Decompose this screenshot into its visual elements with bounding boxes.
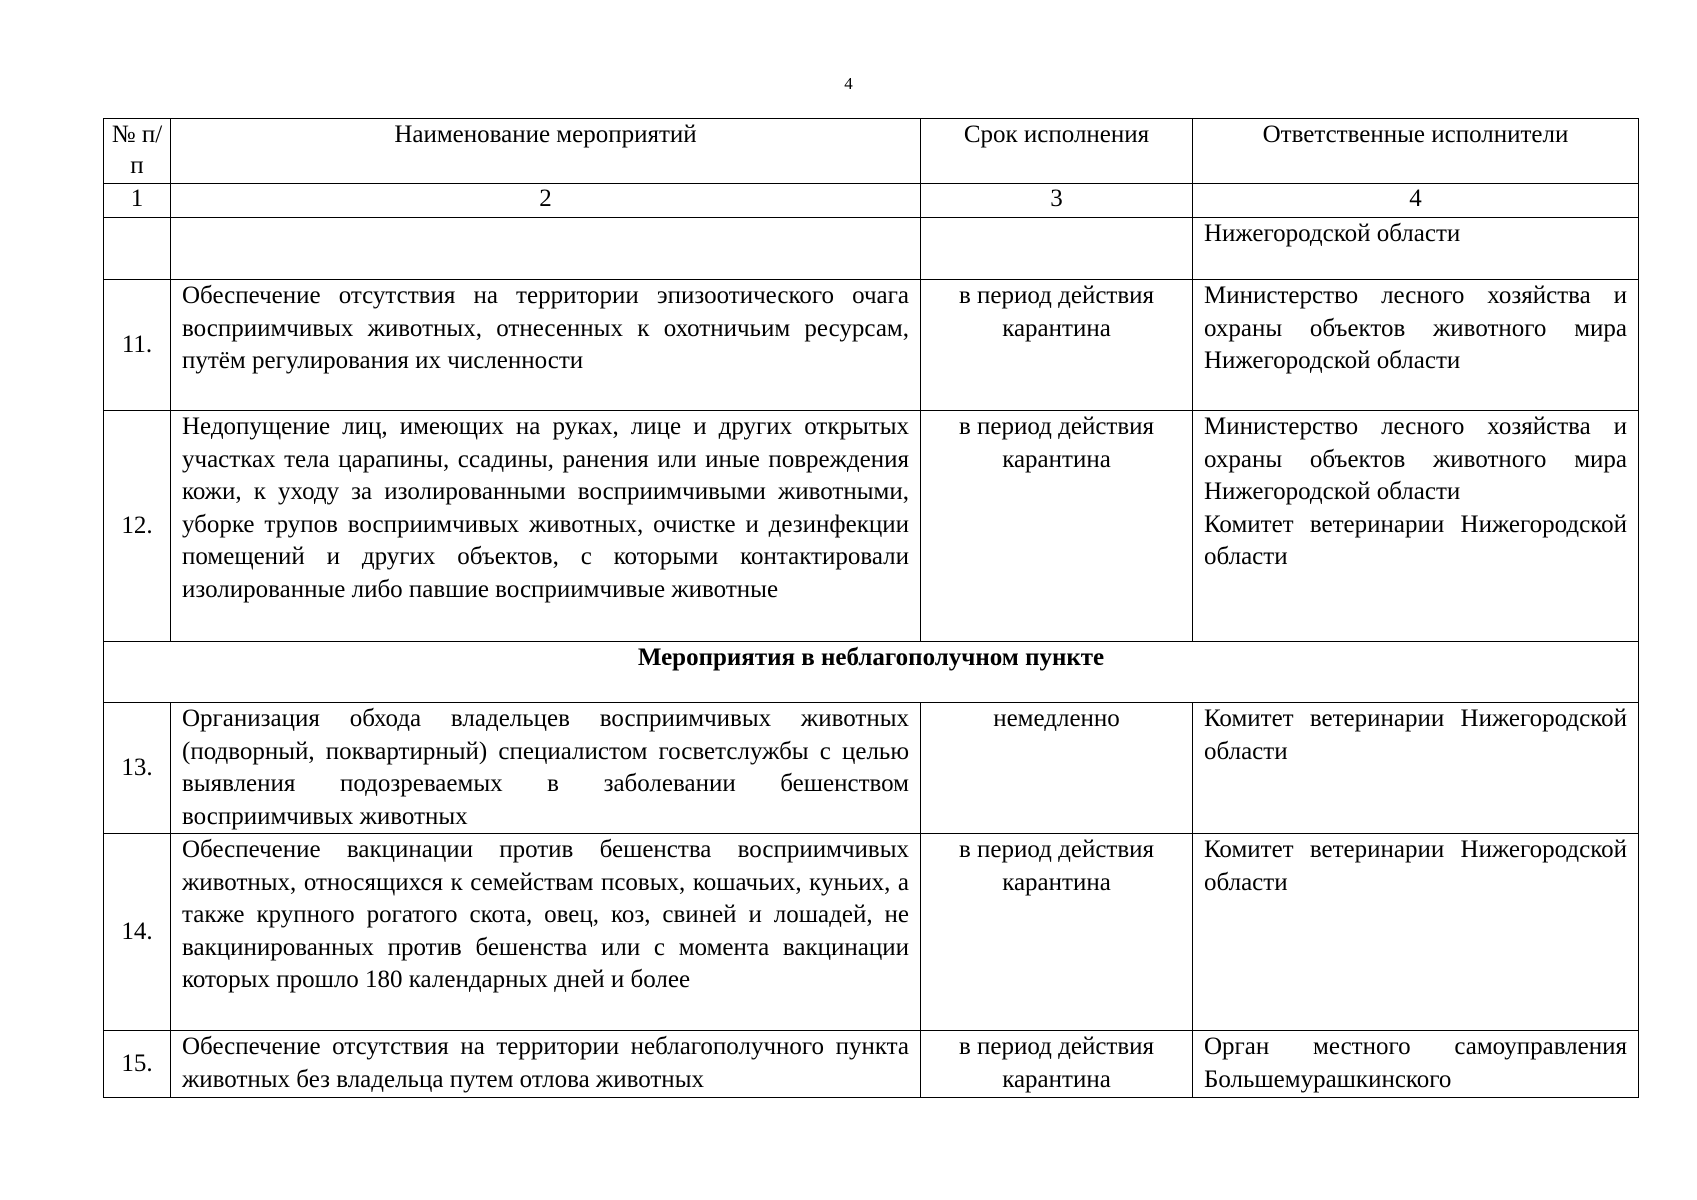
header-responsible: Ответственные исполнители: [1193, 119, 1639, 184]
header-term: Срок исполнения: [921, 119, 1193, 184]
section-title: Мероприятия в неблагополучном пункте: [104, 642, 1639, 703]
row-term: немедленно: [921, 703, 1193, 834]
row-term: в период действия карантина: [921, 411, 1193, 642]
row-num: 13.: [104, 703, 171, 834]
row-responsible: Министерство лесного хозяйства и охраны объектов животного мира Нижегородской области: [1193, 280, 1639, 411]
row-responsible: [1193, 411, 1639, 642]
table-row: [104, 280, 1639, 411]
row-responsible: Нижегородской области: [1193, 218, 1639, 280]
row-name: Обеспечение вакцинации против бешенства восприимчивых животных, относящихся к семействам псовых, кошачьих, куньих, а также крупного рогатого скота, овец, коз, свиней и лошадей, не вакцинированных против бешенства или с момента вакцинации которых прошло 180 календарных дней и более: [171, 834, 921, 1031]
table-row: [104, 834, 1639, 1031]
column-number: 4: [1193, 184, 1639, 218]
row-name: Недопущение лиц, имеющих на руках, лице и других открытых участках тела царапины, ссадины, ранения или иные повреждения кожи, к уходу за изолированными восприимчивыми животными, уборке трупов восприимчивых животных, очистке и дезинфекции помещений и других объектов, с которыми контактировали изолированные либо павшие восприимчивые животные: [171, 411, 921, 642]
header-name: Наименование мероприятий: [171, 119, 921, 184]
continuation-row: [104, 218, 1639, 280]
row-term: в период действия карантина: [921, 834, 1193, 1031]
table-row: [104, 703, 1639, 834]
table-header-row: [104, 119, 1639, 184]
row-term: в период действия карантина: [921, 1031, 1193, 1098]
header-num: № п/п: [104, 119, 171, 184]
row-term: в период действия карантина: [921, 280, 1193, 411]
row-num: 15.: [104, 1031, 171, 1098]
row-num: 12.: [104, 411, 171, 642]
row-responsible: Орган местного самоуправления Большемурашкинского: [1193, 1031, 1639, 1098]
table-row: [104, 411, 1639, 642]
row-term: [921, 218, 1193, 280]
row-name: Обеспечение отсутствия на территории эпизоотического очага восприимчивых животных, отнесенных к охотничьим ресурсам, путём регулирования их численности: [171, 280, 921, 411]
section-header-row: [104, 642, 1639, 703]
responsible-line: Министерство лесного хозяйства и охраны объектов животного мира Нижегородской области Комитет ветеринарии Нижегородской области: [1204, 413, 1627, 570]
row-name: Обеспечение отсутствия на территории неблагополучного пункта животных без владельца путем отлова животных: [171, 1031, 921, 1098]
row-responsible: Комитет ветеринарии Нижегородской области: [1193, 834, 1639, 1031]
column-number: 2: [171, 184, 921, 218]
row-num: [104, 218, 171, 280]
row-num: 14.: [104, 834, 171, 1031]
row-name: Организация обхода владельцев восприимчивых животных (подворный, поквартирный) специалистом госветслужбы с целью выявления подозреваемых в заболевании бешенством восприимчивых животных: [171, 703, 921, 834]
page-number: 4: [844, 74, 853, 93]
column-number: 3: [921, 184, 1193, 218]
row-responsible: Комитет ветеринарии Нижегородской области: [1193, 703, 1639, 834]
row-num: 11.: [104, 280, 171, 411]
row-name: [171, 218, 921, 280]
column-number-row: [104, 184, 1639, 218]
measures-table: [103, 118, 1639, 1098]
table-row: [104, 1031, 1639, 1098]
column-number: 1: [104, 184, 171, 218]
